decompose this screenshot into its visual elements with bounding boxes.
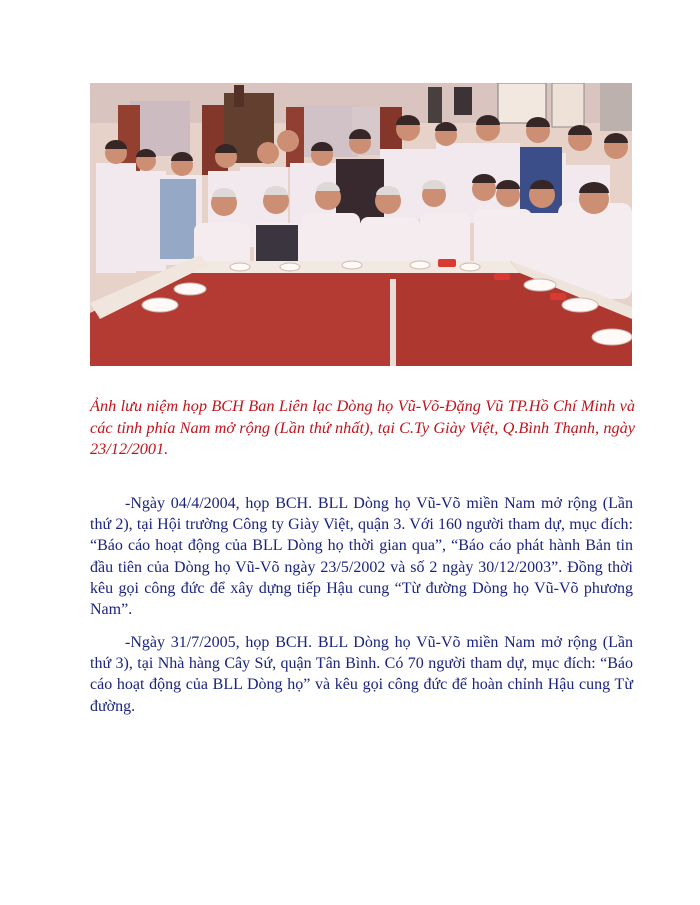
- group-photo: [90, 83, 632, 366]
- photo-caption: Ảnh lưu niệm họp BCH Ban Liên lạc Dòng họ Vũ-Võ-Đặng Vũ TP.Hồ Chí Minh và các tỉnh phía Nam mở rộng (Lần thứ nhất), tại C.Ty Giày Việt, Q.Bình Thạnh, ngày 23/12/2001.: [90, 396, 635, 458]
- paragraph-meeting-2005: -Ngày 31/7/2005, họp BCH. BLL Dòng họ Vũ-Võ miền Nam mở rộng (Lần thứ 3), tại Nhà hàng Cây Sứ, quận Tân Bình. Có 70 người tham dự, mục đích: “Báo cáo hoạt động của BLL Dòng họ” và kêu gọi công đức để hoàn chỉnh Hậu cung Từ đường.: [90, 634, 633, 715]
- paragraph-meeting-2004: -Ngày 04/4/2004, họp BCH. BLL Dòng họ Vũ-Võ miền Nam mở rộng (Lần thứ 2), tại Hội trường Công ty Giày Việt, quận 3. Với 160 người tham dự, mục đích: “Báo cáo hoạt động của BLL Dòng họ thời gian qua”, “Báo cáo phát hành Bản tin đầu tiên của Dòng họ Vũ-Võ ngày 23/5/2002 và số 2 ngày 30/12/2003”. Đồng thời kêu gọi công đức để xây dựng tiếp Hậu cung “Từ đường Dòng họ Vũ-Võ phương Nam”.: [90, 495, 633, 619]
